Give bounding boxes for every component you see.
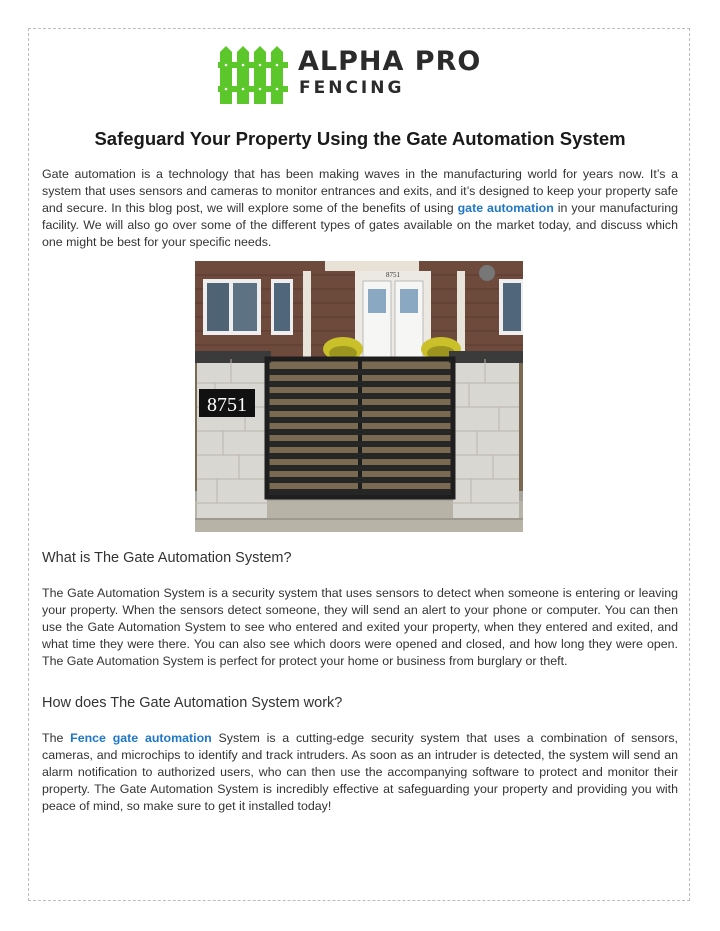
how-text-before: The bbox=[42, 731, 71, 745]
section-what-body: The Gate Automation System is a security system that uses sensors to detect when someone is entering or leaving your property. When the sensors detect someone, they will send an alert to your phone or computer. You can then use the Gate Automation System to see who entered and exited your property, when they entered and exited, and what time they were there. You can also see which doors were opened and closed, and how long they were open. The Gate Automation System is perfect for protect your home or business from burglary or theft. bbox=[42, 586, 678, 668]
fence-gate-automation-link[interactable]: Fence gate automation bbox=[70, 731, 212, 745]
gate-photo bbox=[195, 261, 523, 532]
section-how-body bbox=[42, 730, 678, 815]
intro-text-after: in your manufacturing facility. We will also go over some of the different types of gates available on the market today, and discuss which one might be best for your specific needs. bbox=[42, 201, 678, 249]
intro-paragraph bbox=[42, 166, 678, 251]
logo-line-2: FENCING bbox=[299, 78, 405, 98]
alpha-pro-fencing-logo[interactable] bbox=[218, 44, 480, 108]
page-title: Safeguard Your Property Using the Gate Automation System bbox=[94, 128, 626, 149]
logo-line-1: ALPHA PRO bbox=[298, 46, 482, 77]
gate-automation-link[interactable]: gate automation bbox=[457, 201, 554, 215]
door-number-text: 8751 bbox=[386, 271, 400, 279]
intro-text-before: Gate automation is a technology that has been making waves in the manufacturing world for years now. It’s a system that uses sensors and cameras to monitor entrances and exits, and it’s designed to keep your property safe and secure. In this blog post, we will explore some of the benefits of using bbox=[42, 167, 678, 215]
section-how-heading: How does The Gate Automation System work? bbox=[42, 695, 343, 711]
house-number-text: 8751 bbox=[207, 394, 247, 416]
section-what-heading: What is The Gate Automation System? bbox=[42, 550, 292, 566]
picket-fence-icon bbox=[218, 44, 290, 106]
how-text-after: System is a cutting-edge security system that uses a combination of sensors, cameras, and microchips to identify and track intruders. As soon as an intruder is detected, the system will send an alarm notification to authorized users, who can then use the accompanying software to protect and monitor their property. The Gate Automation System is incredibly effective at safeguarding your property and providing you with peace of mind, so make sure to get it installed today! bbox=[42, 731, 678, 813]
